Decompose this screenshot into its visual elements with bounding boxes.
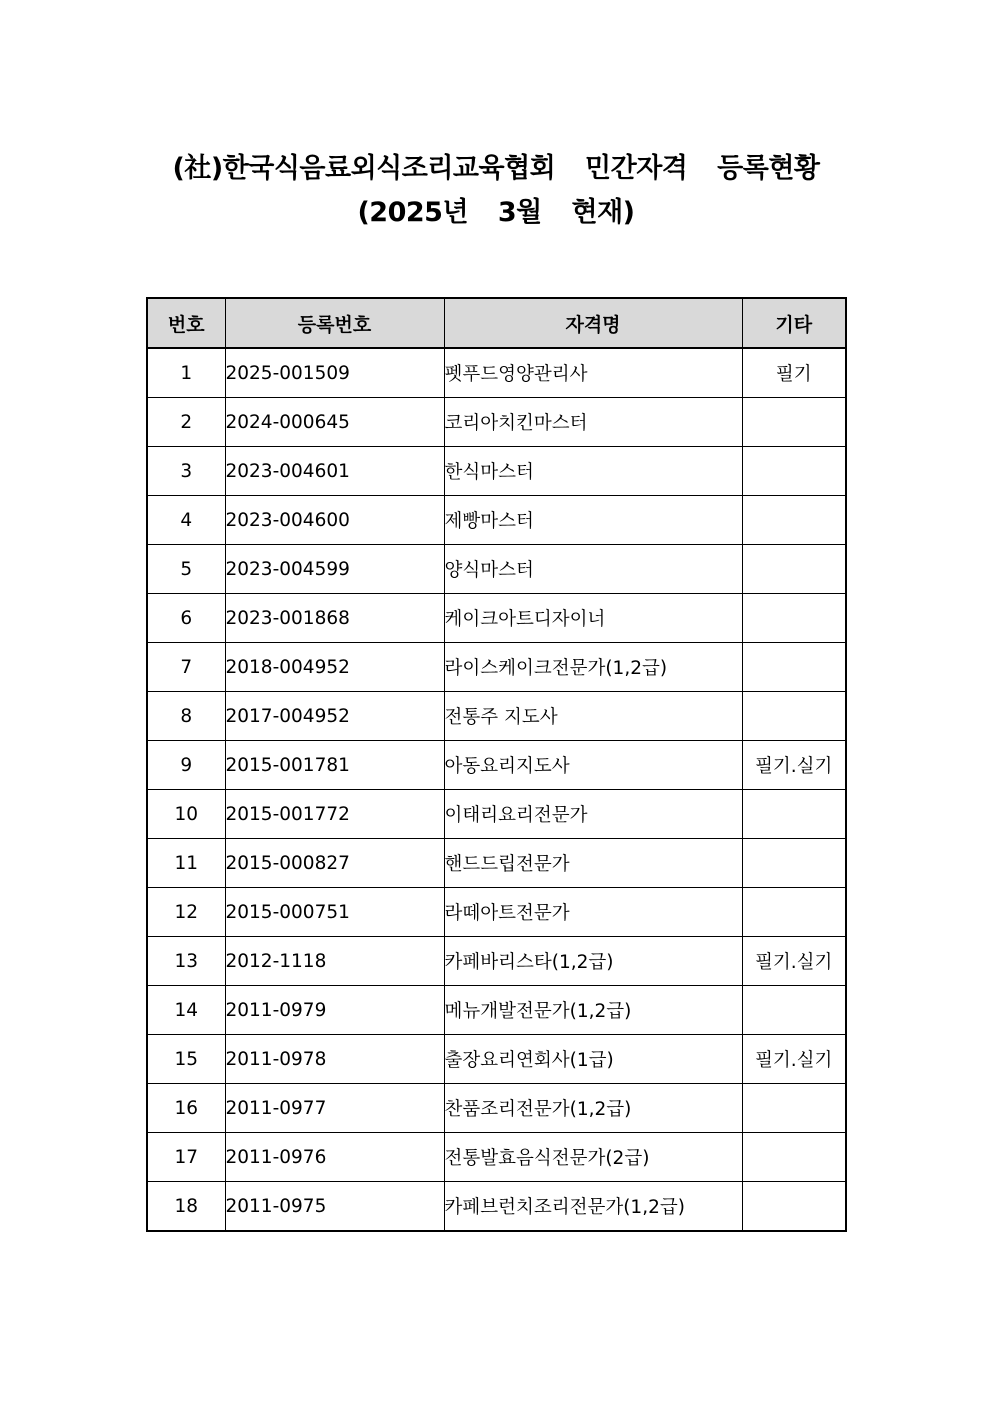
cell-no: 11 <box>147 839 225 888</box>
cell-reg-no: 2023-001868 <box>225 594 444 643</box>
header-etc: 기타 <box>742 298 846 348</box>
cell-etc: 필기.실기 <box>742 1035 846 1084</box>
cell-reg-no: 2011-0977 <box>225 1084 444 1133</box>
table-row <box>147 986 846 1035</box>
table-row <box>147 398 846 447</box>
cell-etc <box>742 1084 846 1133</box>
cell-etc <box>742 594 846 643</box>
cell-etc: 필기 <box>742 348 846 398</box>
cell-etc <box>742 986 846 1035</box>
title-line-1: (社)한국식음료외식조리교육협회 민간자격 등록현황 <box>172 153 820 184</box>
cell-no: 5 <box>147 545 225 594</box>
table-row <box>147 790 846 839</box>
header-row <box>147 298 846 348</box>
table-row <box>147 545 846 594</box>
table-row <box>147 643 846 692</box>
header-name: 자격명 <box>444 298 742 348</box>
cell-no: 7 <box>147 643 225 692</box>
cell-name: 제빵마스터 <box>444 496 742 545</box>
cell-reg-no: 2025-001509 <box>225 348 444 398</box>
cell-reg-no: 2024-000645 <box>225 398 444 447</box>
cell-reg-no: 2012-1118 <box>225 937 444 986</box>
cell-reg-no: 2023-004600 <box>225 496 444 545</box>
cell-name: 케이크아트디자이너 <box>444 594 742 643</box>
document-title <box>0 150 992 232</box>
cell-name: 한식마스터 <box>444 447 742 496</box>
header-reg-no: 등록번호 <box>225 298 444 348</box>
cell-name: 핸드드립전문가 <box>444 839 742 888</box>
header-no: 번호 <box>147 298 225 348</box>
table-header <box>147 298 846 348</box>
cell-name: 라이스케이크전문가(1,2급) <box>444 643 742 692</box>
table-row <box>147 1084 846 1133</box>
cell-no: 10 <box>147 790 225 839</box>
table-row <box>147 937 846 986</box>
cell-no: 12 <box>147 888 225 937</box>
cell-name: 출장요리연회사(1급) <box>444 1035 742 1084</box>
cell-etc <box>742 545 846 594</box>
cell-etc <box>742 839 846 888</box>
cell-name: 라떼아트전문가 <box>444 888 742 937</box>
cell-no: 18 <box>147 1182 225 1232</box>
cell-no: 8 <box>147 692 225 741</box>
cell-reg-no: 2011-0975 <box>225 1182 444 1232</box>
cell-reg-no: 2023-004601 <box>225 447 444 496</box>
cell-name: 양식마스터 <box>444 545 742 594</box>
cell-no: 3 <box>147 447 225 496</box>
cell-no: 1 <box>147 348 225 398</box>
cell-etc <box>742 398 846 447</box>
cell-name: 카페브런치조리전문가(1,2급) <box>444 1182 742 1232</box>
cell-reg-no: 2023-004599 <box>225 545 444 594</box>
cell-reg-no: 2011-0979 <box>225 986 444 1035</box>
cell-etc <box>742 692 846 741</box>
cell-reg-no: 2017-004952 <box>225 692 444 741</box>
cell-name: 메뉴개발전문가(1,2급) <box>444 986 742 1035</box>
table-row <box>147 839 846 888</box>
cell-no: 13 <box>147 937 225 986</box>
cell-reg-no: 2015-000827 <box>225 839 444 888</box>
cell-name: 아동요리지도사 <box>444 741 742 790</box>
cell-etc <box>742 447 846 496</box>
cell-etc <box>742 1133 846 1182</box>
cell-etc: 필기.실기 <box>742 937 846 986</box>
table-row <box>147 1035 846 1084</box>
cell-reg-no: 2018-004952 <box>225 643 444 692</box>
table-row <box>147 496 846 545</box>
cell-name: 찬품조리전문가(1,2급) <box>444 1084 742 1133</box>
table-row <box>147 447 846 496</box>
table-row <box>147 888 846 937</box>
cell-no: 9 <box>147 741 225 790</box>
table-row <box>147 741 846 790</box>
cell-etc <box>742 1182 846 1232</box>
cell-reg-no: 2011-0978 <box>225 1035 444 1084</box>
cell-reg-no: 2011-0976 <box>225 1133 444 1182</box>
cell-etc: 필기.실기 <box>742 741 846 790</box>
registration-table <box>146 297 847 1232</box>
cell-no: 17 <box>147 1133 225 1182</box>
cell-no: 4 <box>147 496 225 545</box>
cell-reg-no: 2015-000751 <box>225 888 444 937</box>
cell-no: 16 <box>147 1084 225 1133</box>
table-row <box>147 1182 846 1232</box>
table-row <box>147 594 846 643</box>
cell-etc <box>742 496 846 545</box>
cell-etc <box>742 790 846 839</box>
table-row <box>147 348 846 398</box>
cell-etc <box>742 643 846 692</box>
title-line-2: (2025년 3월 현재) <box>357 197 635 228</box>
table-body <box>147 348 846 1231</box>
cell-name: 펫푸드영양관리사 <box>444 348 742 398</box>
cell-reg-no: 2015-001772 <box>225 790 444 839</box>
cell-no: 6 <box>147 594 225 643</box>
cell-no: 2 <box>147 398 225 447</box>
cell-name: 코리아치킨마스터 <box>444 398 742 447</box>
cell-etc <box>742 888 846 937</box>
cell-no: 14 <box>147 986 225 1035</box>
table-row <box>147 1133 846 1182</box>
cell-name: 전통주 지도사 <box>444 692 742 741</box>
cell-no: 15 <box>147 1035 225 1084</box>
cell-name: 전통발효음식전문가(2급) <box>444 1133 742 1182</box>
cell-name: 이태리요리전문가 <box>444 790 742 839</box>
cell-name: 카페바리스타(1,2급) <box>444 937 742 986</box>
table-row <box>147 692 846 741</box>
cell-reg-no: 2015-001781 <box>225 741 444 790</box>
